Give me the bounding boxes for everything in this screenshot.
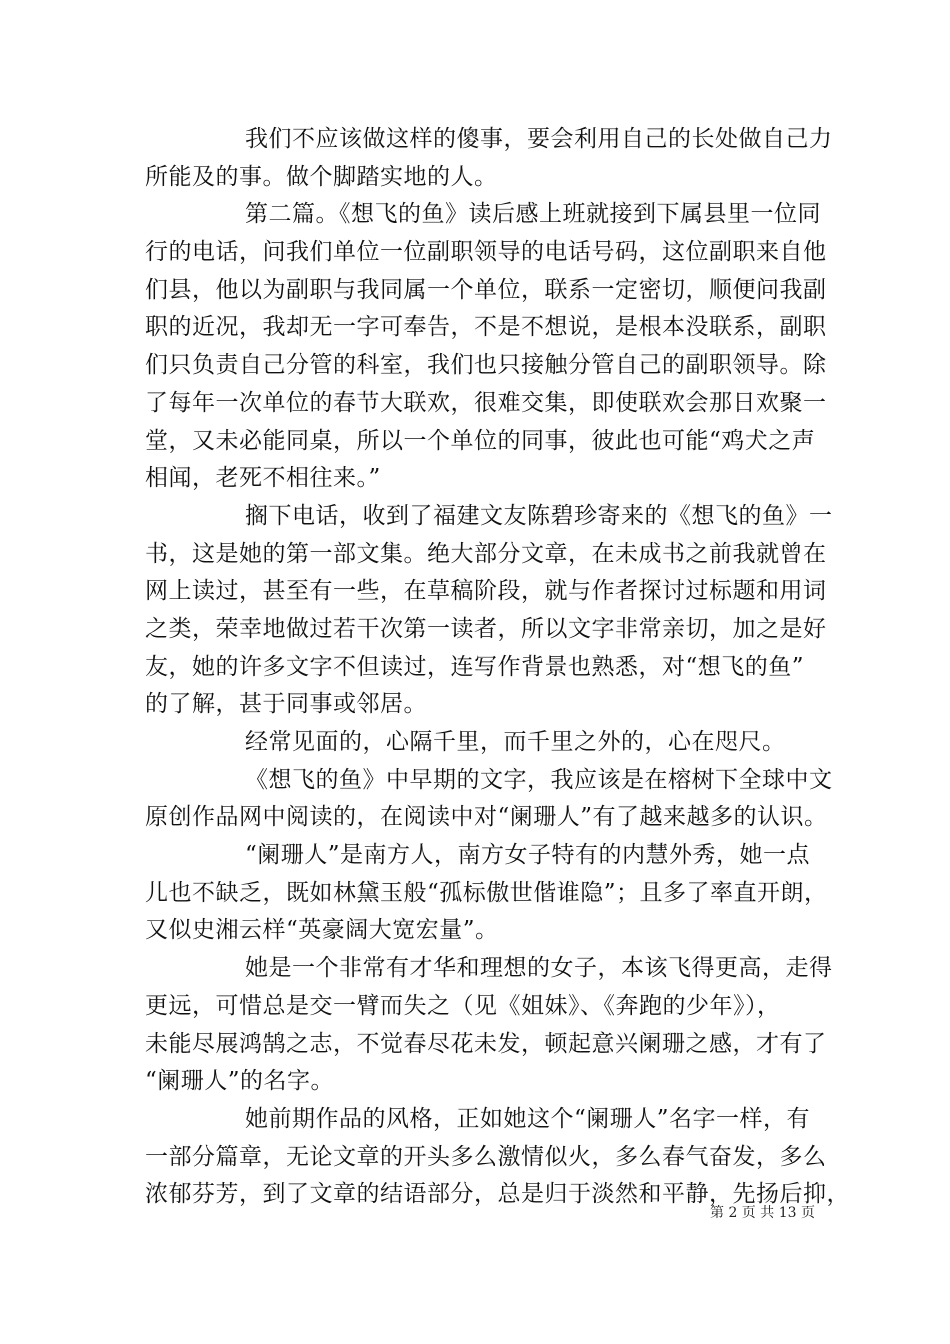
text-line: 友，她的许多文字不但读过，连写作背景也熟悉，对“想飞的鱼”: [145, 653, 805, 680]
text-line: 一部分篇章，无论文章的开头多么激情似火，多么春气奋发，多么: [145, 1143, 827, 1170]
page-number: 第 2 页 共 13 页: [710, 1205, 815, 1221]
text-line: 我们不应该做这样的傻事，要会利用自己的长处做自己力: [245, 126, 833, 152]
paragraph: [145, 837, 828, 950]
text-line: 网上读过，甚至有一些，在草稿阶段，就与作者探讨过标题和用词: [145, 578, 827, 605]
text-line: “阑珊人”的名字。: [145, 1068, 335, 1095]
text-line: 未能尽展鸿鹄之志，不觉春尽花未发，顿起意兴阑珊之感，才有了: [145, 1030, 827, 1057]
text-line: 之类，荣幸地做过若干次第一读者，所以文字非常亲切，加之是好: [145, 615, 827, 642]
text-line: 《想飞的鱼》中早期的文字，我应该是在榕树下全球中文: [245, 766, 833, 793]
paragraph: [145, 121, 833, 196]
text-line: 原创作品网中阅读的，在阅读中对“阑珊人”有了越来越多的认识。: [145, 804, 828, 831]
paragraph: [145, 950, 833, 1101]
text-line: 了每年一次单位的春节大联欢，很难交集，即使联欢会那日欢聚一: [145, 389, 827, 416]
paragraph: [145, 498, 833, 724]
text-line: 她是一个非常有才华和理想的女子，本该飞得更高，走得: [245, 955, 833, 982]
text-line: 的了解，甚于同事或邻居。: [145, 691, 427, 718]
text-line: 搁下电话，收到了福建文友陈碧珍寄来的《想飞的鱼》一: [245, 502, 833, 529]
text-line: “阑珊人”是南方人，南方女子特有的内慧外秀，她一点: [245, 842, 811, 869]
text-line: 儿也不缺乏，既如林黛玉般“孤标傲世偕谁隐”；且多了率直开朗，: [145, 879, 828, 906]
paragraph: [145, 724, 810, 762]
text-line: 们县，他以为副职与我同属一个单位，联系一定密切，顺便问我副: [145, 276, 827, 303]
text-line: 更远，可惜总是交一臂而失之（见《姐妹》、《奔跑的少年》），: [145, 992, 781, 1019]
paragraph: [145, 1101, 850, 1214]
text-line: 又似史湘云样“英豪阔大宽宏量”。: [145, 917, 499, 944]
text-line: 经常见面的，心隔千里，而千里之外的，心在咫尺。: [245, 729, 786, 755]
document-body: [145, 121, 850, 1214]
text-line: 堂，又未必能同桌，所以一个单位的同事，彼此也可能“鸡犬之声: [145, 427, 816, 454]
text-line: 职的近况，我却无一字可奉告，不是不想说，是根本没联系，副职: [145, 314, 827, 341]
text-line: 相闻，老死不相往来。”: [145, 465, 381, 492]
paragraph: [145, 762, 833, 837]
text-line: 她前期作品的风格，正如她这个“阑珊人”名字一样，有: [245, 1105, 811, 1132]
paragraph: [145, 196, 827, 498]
text-line: 书，这是她的第一部文集。绝大部分文章，在未成书之前我就曾在: [145, 540, 827, 567]
text-line: 浓郁芬芳，到了文章的结语部分，总是归于淡然和平静，先扬后抑，: [145, 1181, 850, 1208]
text-line: 第二篇。《想飞的鱼》读后感上班就接到下属县里一位同: [245, 201, 821, 228]
text-line: 行的电话，问我们单位一位副职领导的电话号码，这位副职来自他: [145, 239, 827, 266]
text-line: 所能及的事。做个脚踏实地的人。: [145, 163, 498, 190]
text-line: 们只负责自己分管的科室，我们也只接触分管自己的副职领导。除: [145, 352, 827, 379]
